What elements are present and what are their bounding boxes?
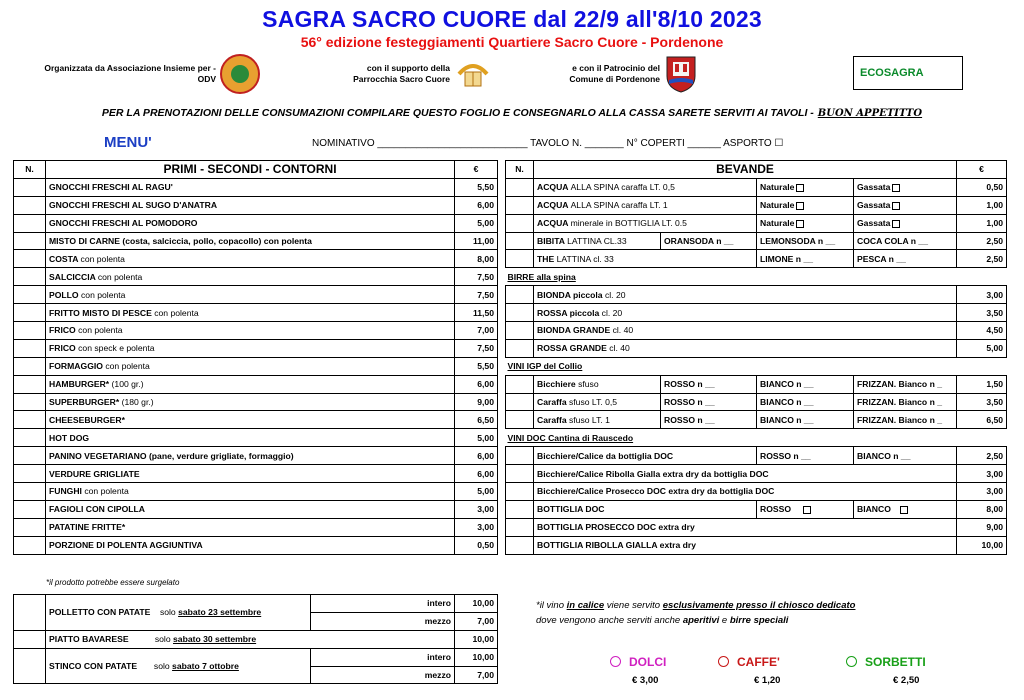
pesca-field[interactable]: PESCA n __ [854,250,957,268]
price-cell: 8,00 [455,250,498,268]
price-cell: 5,00 [455,214,498,232]
table-row [14,304,498,322]
page-subtitle: 56° edizione festeggiamenti Quartiere Sacro Cuore - Pordenone [300,34,724,50]
qty-cell[interactable] [506,411,534,429]
food-item-label: COSTA con polenta [46,250,455,268]
table-row [14,232,498,250]
doc-calice-label: Bicchiere/Calice da bottiglia DOC [534,447,757,465]
bianco-option[interactable]: BIANCO [854,500,957,518]
table-row [14,465,498,483]
table-row [506,178,1007,196]
qty-cell[interactable] [14,250,46,268]
price-cell: 3,50 [957,393,1007,411]
qty-cell[interactable] [14,375,46,393]
caffe-price: € 1,20 [754,675,781,686]
table-row [14,518,498,536]
bibita-label: BIBITA LATTINA CL.33 [534,232,661,250]
qty-cell[interactable] [506,232,534,250]
section-row [506,268,1007,286]
food-item-label: PORZIONE DI POLENTA AGGIUNTIVA [46,536,455,554]
table-row [14,393,498,411]
smiley-icon [846,656,857,667]
igp-wine-label: Caraffa sfuso LT. 0,5 [534,393,661,411]
bianco-field[interactable]: BIANCO n __ [757,375,854,393]
food-table [13,160,498,555]
stinco-label: STINCO CON PATATE solo sabato 7 ottobre [46,648,311,684]
smiley-icon [610,656,621,667]
qty-cell[interactable] [506,304,534,322]
price-cell: 6,50 [957,411,1007,429]
booking-notice: PER LA PRENOTAZIONI DELLE CONSUMAZIONI COMPILARE QUESTO FOGLIO E CONSEGNARLO ALLA CASSA SARETE SERVITI AI TAVOLI - BUON APPETITTO [101,107,923,119]
drinks-table [505,160,1007,555]
beer-label: BIONDA GRANDE cl. 40 [534,322,957,340]
dolci-label: DOLCI [610,655,666,669]
price-cell: 2,50 [957,250,1007,268]
price-cell: 1,50 [957,375,1007,393]
dolci-price: € 3,00 [632,675,659,686]
qty-header: N. [14,161,46,179]
beer-label: ROSSA GRANDE cl. 40 [534,339,957,357]
qty-cell[interactable] [506,518,534,536]
parish-logo-icon [455,56,491,90]
rosso-option[interactable]: ROSSO [757,500,854,518]
specials-table [13,594,498,684]
price-cell: 7,00 [455,612,498,630]
table-row [14,483,498,501]
table-row [14,411,498,429]
table-row [506,339,1007,357]
oransoda-field[interactable]: ORANSODA n __ [661,232,757,250]
food-item-label: PATATINE FRITTE* [46,518,455,536]
municipality-patronage-text: e con il Patrocinio del Comune di Pordenone [569,63,660,84]
doc-heading: VINI DOC Cantina di Rauscedo [506,429,1007,447]
qty-cell[interactable] [14,268,46,286]
limone-field[interactable]: LIMONE n __ [757,250,854,268]
table-row [14,286,498,304]
ecosagra-badge: ECOSAGRA [853,56,963,90]
food-item-label: FRITTO MISTO DI PESCE con polenta [46,304,455,322]
food-item-label: GNOCCHI FRESCHI AL RAGU' [46,178,455,196]
intero-label: intero [311,648,455,666]
qty-cell[interactable] [506,536,534,554]
table-row [14,339,498,357]
price-cell: 7,00 [455,666,498,684]
table-row [506,500,1007,518]
table-row [506,232,1007,250]
table-row [506,393,1007,411]
table-row [506,375,1007,393]
price-cell: 8,00 [957,500,1007,518]
acqua-spina-05-label: ACQUA ALLA SPINA caraffa LT. 0,5 [534,178,757,196]
checkbox-icon [803,506,811,514]
food-item-label: SUPERBURGER* (180 gr.) [46,393,455,411]
price-cell: 2,50 [957,232,1007,250]
price-cell: 7,50 [455,268,498,286]
smiley-icon [718,656,729,667]
qty-cell[interactable] [14,304,46,322]
table-row [506,411,1007,429]
table-row [506,465,1007,483]
table-row [14,500,498,518]
table-row [506,286,1007,304]
qty-cell[interactable] [14,465,46,483]
qty-cell[interactable] [506,375,534,393]
qty-cell[interactable] [506,500,534,518]
menu-label: MENU' [104,134,152,151]
naturale-option[interactable]: Naturale [757,214,854,232]
food-item-label: FUNGHI con polenta [46,483,455,501]
checkbox-icon [892,184,900,192]
association-logo-icon [220,54,260,94]
checkbox-icon [892,220,900,228]
naturale-option[interactable]: Naturale [757,178,854,196]
acqua-spina-1-label: ACQUA ALLA SPINA caraffa LT. 1 [534,196,757,214]
ribolla-calice-label: Bicchiere/Calice Ribolla Gialla extra dry da bottiglia DOC [534,465,957,483]
table-row [14,648,498,666]
price-cell: 5,00 [455,429,498,447]
bianco-field[interactable]: BIANCO n __ [757,411,854,429]
table-row [14,630,498,648]
qty-cell[interactable] [14,411,46,429]
wine-service-note: *il vino in calice viene servito esclusivamente presso il chiosco dedicato dove vengono anche serviti anche aperitivi e birre speciali [536,600,856,626]
price-cell: 7,50 [455,286,498,304]
qty-cell[interactable] [14,429,46,447]
price-cell: 3,50 [957,304,1007,322]
igp-wine-label: Caraffa sfuso LT. 1 [534,411,661,429]
mezzo-label: mezzo [311,612,455,630]
price-cell: 0,50 [455,536,498,554]
price-cell: 5,00 [957,339,1007,357]
naturale-option[interactable]: Naturale [757,196,854,214]
table-row [14,178,498,196]
municipality-crest-icon [664,54,698,94]
rosso-field[interactable]: ROSSO n __ [661,393,757,411]
price-cell: 3,00 [957,465,1007,483]
qty-header: N. [506,161,534,179]
price-cell: 10,00 [455,595,498,613]
price-cell: 11,50 [455,304,498,322]
table-row [506,322,1007,340]
food-item-label: MISTO DI CARNE (costa, salciccia, pollo, copacollo) con polenta [46,232,455,250]
table-row [506,196,1007,214]
price-cell: 7,00 [455,322,498,340]
qty-cell[interactable] [506,339,534,357]
qty-cell[interactable] [14,214,46,232]
igp-heading: VINI IGP del Collio [506,357,1007,375]
qty-cell[interactable] [14,178,46,196]
price-cell: 11,00 [455,232,498,250]
frozen-product-note: *il prodotto potrebbe essere surgelato [46,578,180,587]
rosso-field[interactable]: ROSSO n __ [757,447,854,465]
price-cell: 5,50 [455,357,498,375]
qty-cell[interactable] [506,196,534,214]
food-item-label: SALCICCIA con polenta [46,268,455,286]
qty-cell[interactable] [14,322,46,340]
table-row [506,518,1007,536]
table-row [14,595,498,613]
price-cell: 3,00 [455,500,498,518]
price-cell: 10,00 [455,630,498,648]
qty-cell[interactable] [14,595,46,631]
caffe-label: CAFFE' [718,655,780,669]
acqua-minerale-label: ACQUA minerale in BOTTIGLIA LT. 0.5 [534,214,757,232]
food-section-title: PRIMI - SECONDI - CONTORNI [46,161,455,179]
frizzante-field[interactable]: FRIZZAN. Bianco n _ [854,393,957,411]
qty-cell[interactable] [14,500,46,518]
beer-label: ROSSA piccola cl. 20 [534,304,957,322]
qty-cell[interactable] [506,393,534,411]
table-row [506,214,1007,232]
order-form-fields[interactable]: NOMINATIVO ___________________________ TAVOLO N. _______ N° COPERTI ______ ASPORTO ☐ [312,138,784,149]
qty-cell[interactable] [14,536,46,554]
qty-cell[interactable] [506,447,534,465]
table-row [14,322,498,340]
food-header-row [14,161,498,179]
frizzante-field[interactable]: FRIZZAN. Bianco n _ [854,411,957,429]
page-title: SAGRA SACRO CUORE dal 22/9 all'8/10 2023 [262,6,762,32]
qty-cell[interactable] [506,286,534,304]
drinks-section-title: BEVANDE [534,161,957,179]
gassata-option[interactable]: Gassata [854,196,957,214]
checkbox-icon [796,202,804,210]
price-cell: 6,00 [455,375,498,393]
table-row [14,357,498,375]
qty-cell[interactable] [14,447,46,465]
gassata-option[interactable]: Gassata [854,214,957,232]
mezzo-label: mezzo [311,666,455,684]
price-cell: 9,00 [957,518,1007,536]
igp-wine-label: Bicchiere sfuso [534,375,661,393]
food-item-label: FRICO con polenta [46,322,455,340]
price-cell: 0,50 [957,178,1007,196]
bianco-field[interactable]: BIANCO n __ [757,393,854,411]
food-item-label: HAMBURGER* (100 gr.) [46,375,455,393]
section-row [506,429,1007,447]
checkbox-icon [796,220,804,228]
price-header: € [455,161,498,179]
birre-heading: BIRRE alla spina [506,268,1007,286]
table-row [14,268,498,286]
table-row [14,375,498,393]
sorbetti-label: SORBETTI [846,655,926,669]
price-cell: 10,00 [455,648,498,666]
qty-cell[interactable] [14,630,46,648]
bottiglia-ribolla-label: BOTTIGLIA RIBOLLA GIALLA extra dry [534,536,957,554]
bianco-field[interactable]: BIANCO n __ [854,447,957,465]
price-cell: 7,50 [455,339,498,357]
price-cell: 9,00 [455,393,498,411]
food-item-label: POLLO con polenta [46,286,455,304]
section-row [506,357,1007,375]
qty-cell[interactable] [14,393,46,411]
the-label: THE LATTINA cl. 33 [534,250,757,268]
table-row [506,304,1007,322]
qty-cell[interactable] [14,483,46,501]
cocacola-field[interactable]: COCA COLA n __ [854,232,957,250]
polletto-label: POLLETTO CON PATATE solo sabato 23 settembre [46,595,311,631]
table-row [506,483,1007,501]
table-row [14,250,498,268]
organizer-text: Organizzata da Associazione Insieme per - ODV [44,63,216,84]
price-cell: 6,00 [455,447,498,465]
price-cell: 3,00 [455,518,498,536]
qty-cell[interactable] [14,196,46,214]
gassata-option[interactable]: Gassata [854,178,957,196]
table-row [506,447,1007,465]
table-row [14,447,498,465]
table-row [506,250,1007,268]
price-header: € [957,161,1007,179]
food-item-label: GNOCCHI FRESCHI AL POMODORO [46,214,455,232]
table-row [14,536,498,554]
price-cell: 6,00 [455,465,498,483]
qty-cell[interactable] [14,648,46,684]
piatto-bavarese-label: PIATTO BAVARESE solo sabato 30 settembre [46,630,311,648]
food-item-label: GNOCCHI FRESCHI AL SUGO D'ANATRA [46,196,455,214]
qty-cell[interactable] [506,214,534,232]
table-row [14,214,498,232]
bottiglia-doc-label: BOTTIGLIA DOC [534,500,757,518]
qty-cell[interactable] [14,232,46,250]
price-cell: 5,00 [455,483,498,501]
frizzante-field[interactable]: FRIZZAN. Bianco n _ [854,375,957,393]
lemonsoda-field[interactable]: LEMONSODA n __ [757,232,854,250]
bottiglia-prosecco-label: BOTTIGLIA PROSECCO DOC extra dry [534,518,957,536]
qty-cell[interactable] [506,483,534,501]
checkbox-icon [900,506,908,514]
table-row [506,536,1007,554]
sorbetti-price: € 2,50 [893,675,920,686]
prosecco-calice-label: Bicchiere/Calice Prosecco DOC extra dry da bottiglia DOC [534,483,957,501]
price-cell: 10,00 [957,536,1007,554]
food-item-label: FORMAGGIO con polenta [46,357,455,375]
price-cell: 2,50 [957,447,1007,465]
table-row [14,196,498,214]
rosso-field[interactable]: ROSSO n __ [661,375,757,393]
qty-cell[interactable] [14,518,46,536]
price-cell: 1,00 [957,214,1007,232]
price-cell: 4,50 [957,322,1007,340]
qty-cell[interactable] [14,286,46,304]
food-item-label: PANINO VEGETARIANO (pane, verdure grigliate, formaggio) [46,447,455,465]
checkbox-icon [796,184,804,192]
checkbox-icon [892,202,900,210]
qty-cell[interactable] [14,357,46,375]
rosso-field[interactable]: ROSSO n __ [661,411,757,429]
price-cell: 3,00 [957,286,1007,304]
price-cell: 6,50 [455,411,498,429]
qty-cell[interactable] [14,339,46,357]
food-item-label: FAGIOLI CON CIPOLLA [46,500,455,518]
food-item-label: FRICO con speck e polenta [46,339,455,357]
price-cell: 1,00 [957,196,1007,214]
parish-support-text: con il supporto della Parrocchia Sacro Cuore [353,63,450,84]
drinks-header-row [506,161,1007,179]
price-cell: 5,50 [455,178,498,196]
qty-cell[interactable] [506,322,534,340]
price-cell: 3,00 [957,483,1007,501]
beer-label: BIONDA piccola cl. 20 [534,286,957,304]
price-cell: 6,00 [455,196,498,214]
food-item-label: VERDURE GRIGLIATE [46,465,455,483]
qty-cell[interactable] [506,465,534,483]
food-item-label: HOT DOG [46,429,455,447]
qty-cell[interactable] [506,250,534,268]
table-row [14,429,498,447]
qty-cell[interactable] [506,178,534,196]
intero-label: intero [311,595,455,613]
food-item-label: CHEESEBURGER* [46,411,455,429]
